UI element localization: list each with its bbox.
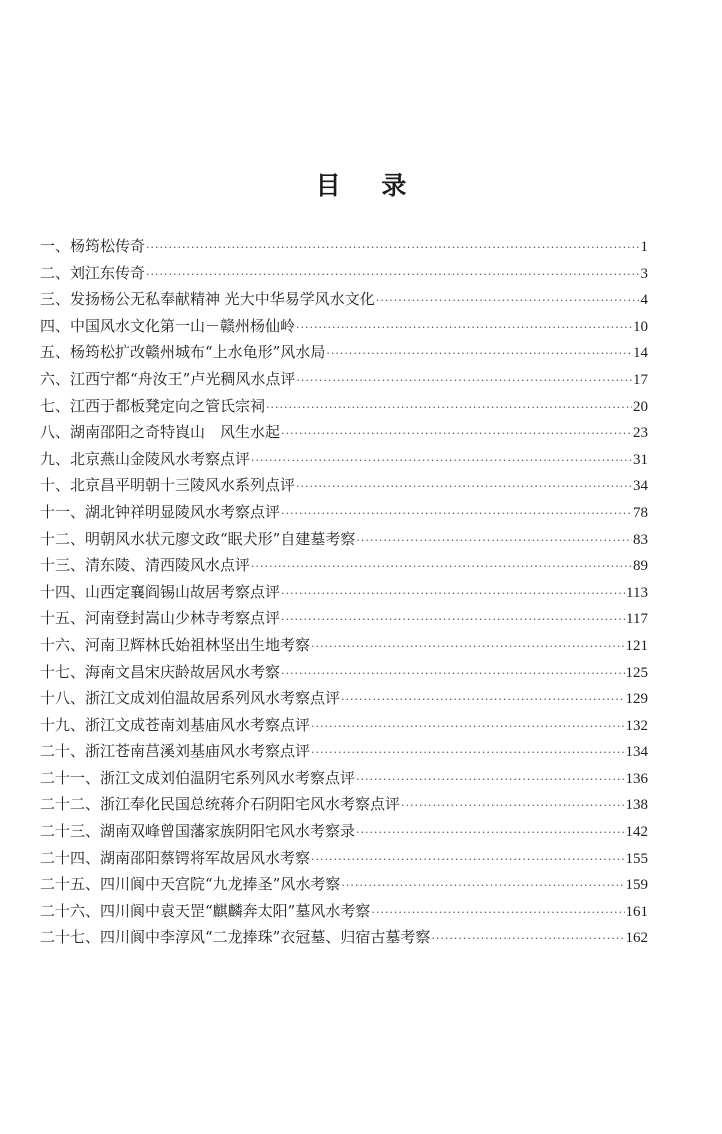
toc-entry xyxy=(40,446,648,473)
toc-entry-page-number: 162 xyxy=(625,930,648,947)
toc-entry-title: 七、江西于都板凳定向之管氏宗祠 xyxy=(40,396,266,415)
toc-entry-title: 九、北京燕山金陵风水考察点评 xyxy=(40,449,251,468)
toc-leader-dots xyxy=(266,395,632,422)
toc-leader-dots xyxy=(431,926,624,953)
toc-entry xyxy=(40,472,648,499)
toc-entry-title: 十二、明朝风水状元廖文政“眠犬形”自建墓考察 xyxy=(40,529,356,548)
toc-entry-page-number: 1 xyxy=(640,239,648,255)
toc-entry xyxy=(40,366,648,393)
toc-entry-page-number: 138 xyxy=(625,797,648,814)
toc-entry-title: 十一、湖北钟祥明显陵风水考察点评 xyxy=(40,502,281,521)
toc-leader-dots xyxy=(311,634,624,661)
toc-entry-title: 十六、河南卫辉林氏始祖林坚出生地考察 xyxy=(40,635,311,654)
toc-entry-title: 十九、浙江文成苍南刘基庙风水考察点评 xyxy=(40,715,311,734)
toc-entry-title: 二十五、四川阆中天宫院“九龙捧圣”风水考察 xyxy=(40,875,341,894)
toc-entry-title: 五、杨筠松扩改赣州城布“上水龟形”风水局 xyxy=(40,343,326,362)
toc-leader-dots xyxy=(281,661,624,688)
toc-entry-title: 六、江西宁都“舟汝王”卢光稠风水点评 xyxy=(40,369,296,388)
toc-entry-title: 二十七、四川阆中李淳风“二龙捧珠”衣冠墓、归宿古墓考察 xyxy=(40,928,431,947)
toc-leader-dots xyxy=(296,368,632,395)
toc-entry xyxy=(40,685,648,712)
toc-leader-dots xyxy=(251,554,632,581)
table-of-contents xyxy=(40,233,648,951)
toc-entry-page-number: 34 xyxy=(633,478,648,495)
toc-entry-title: 十三、清东陵、清西陵风水点评 xyxy=(40,556,251,575)
toc-entry-title: 二十三、湖南双峰曾国藩家族阴阳宅风水考察录 xyxy=(40,822,356,841)
toc-entry xyxy=(40,499,648,526)
toc-leader-dots xyxy=(341,687,624,714)
toc-entry xyxy=(40,339,648,366)
toc-leader-dots xyxy=(296,474,632,501)
toc-entry-page-number: 4 xyxy=(640,292,648,309)
toc-entry-page-number: 129 xyxy=(625,691,648,708)
toc-entry-page-number: 83 xyxy=(633,531,648,548)
toc-leader-dots xyxy=(311,740,624,767)
toc-leader-dots xyxy=(371,900,624,927)
toc-entry xyxy=(40,605,648,632)
toc-entry xyxy=(40,313,648,340)
toc-entry xyxy=(40,871,648,898)
toc-entry-page-number: 89 xyxy=(633,558,648,575)
toc-leader-dots xyxy=(376,288,640,315)
toc-entry-page-number: 10 xyxy=(633,318,648,335)
toc-entry xyxy=(40,924,648,951)
toc-leader-dots xyxy=(146,262,639,289)
toc-entry-title: 一、杨筠松传奇 xyxy=(40,237,146,255)
toc-entry xyxy=(40,818,648,845)
toc-entry-page-number: 142 xyxy=(625,824,648,841)
toc-entry xyxy=(40,526,648,553)
toc-leader-dots xyxy=(281,607,625,634)
toc-entry-title: 十七、海南文昌宋庆龄故居风水考察 xyxy=(40,662,281,681)
toc-entry-title: 二十四、湖南邵阳蔡锷将军故居风水考察 xyxy=(40,848,311,867)
toc-leader-dots xyxy=(281,421,632,448)
toc-entry-page-number: 159 xyxy=(625,877,648,894)
toc-entry-page-number: 3 xyxy=(640,265,648,282)
toc-leader-dots xyxy=(311,714,624,741)
toc-entry-page-number: 78 xyxy=(633,504,648,521)
toc-entry-page-number: 121 xyxy=(625,637,648,654)
toc-entry-title: 二十一、浙江文成刘伯温阴宅系列风水考察点评 xyxy=(40,768,356,787)
toc-entry-title: 十、北京昌平明朝十三陵风水系列点评 xyxy=(40,476,296,495)
toc-entry xyxy=(40,898,648,925)
toc-leader-dots xyxy=(326,341,632,368)
toc-entry xyxy=(40,579,648,606)
toc-entry-title: 二十、浙江苍南莒溪刘基庙风水考察点评 xyxy=(40,742,311,761)
toc-leader-dots xyxy=(341,873,624,900)
toc-leader-dots xyxy=(356,767,624,794)
toc-leader-dots xyxy=(311,847,624,874)
toc-entry-page-number: 23 xyxy=(633,425,648,442)
toc-entry-title: 四、中国风水文化第一山－赣州杨仙岭 xyxy=(40,316,296,335)
toc-entry xyxy=(40,659,648,686)
toc-entry-title: 二、刘江东传奇 xyxy=(40,263,146,282)
toc-entry-page-number: 113 xyxy=(626,584,648,601)
toc-entry xyxy=(40,552,648,579)
toc-leader-dots xyxy=(146,235,639,262)
toc-entry-page-number: 136 xyxy=(625,770,648,787)
toc-entry-page-number: 134 xyxy=(625,744,648,761)
toc-entry xyxy=(40,286,648,313)
toc-leader-dots xyxy=(296,315,632,342)
toc-entry-title: 十五、河南登封嵩山少林寺考察点评 xyxy=(40,609,281,628)
toc-entry xyxy=(40,393,648,420)
toc-entry-page-number: 117 xyxy=(626,611,648,628)
page-title: 目 录 xyxy=(315,171,423,200)
toc-entry-title: 十八、浙江文成刘伯温故居系列风水考察点评 xyxy=(40,689,341,708)
toc-entry xyxy=(40,845,648,872)
toc-entry-page-number: 125 xyxy=(625,664,648,681)
toc-entry xyxy=(40,765,648,792)
toc-entry-title: 十四、山西定襄阎锡山故居考察点评 xyxy=(40,582,281,601)
toc-entry xyxy=(40,738,648,765)
toc-entry-page-number: 161 xyxy=(625,903,648,920)
toc-entry xyxy=(40,791,648,818)
toc-entry-page-number: 17 xyxy=(633,371,648,388)
toc-leader-dots xyxy=(281,581,625,608)
toc-entry-title: 三、发扬杨公无私奉献精神 光大中华易学风水文化 xyxy=(40,290,375,309)
toc-entry xyxy=(40,632,648,659)
toc-entry-page-number: 132 xyxy=(625,717,648,734)
toc-leader-dots xyxy=(401,793,624,820)
toc-entry-page-number: 20 xyxy=(633,398,648,415)
toc-entry-title: 八、湖南邵阳之奇特崀山 风生水起 xyxy=(40,423,281,442)
toc-entry xyxy=(40,419,648,446)
toc-entry-page-number: 14 xyxy=(633,345,648,362)
toc-leader-dots xyxy=(356,528,632,555)
toc-entry-title: 二十六、四川阆中袁天罡“麒麟奔太阳”墓风水考察 xyxy=(40,901,371,920)
toc-leader-dots xyxy=(356,820,624,847)
toc-leader-dots xyxy=(281,501,632,528)
toc-entry-title: 二十二、浙江奉化民国总统蒋介石阴阳宅风水考察点评 xyxy=(40,795,401,814)
toc-entry-page-number: 155 xyxy=(625,850,648,867)
toc-entry xyxy=(40,233,648,260)
toc-entry xyxy=(40,260,648,287)
toc-entry-page-number: 31 xyxy=(633,451,648,468)
toc-leader-dots xyxy=(251,448,632,475)
toc-entry xyxy=(40,712,648,739)
